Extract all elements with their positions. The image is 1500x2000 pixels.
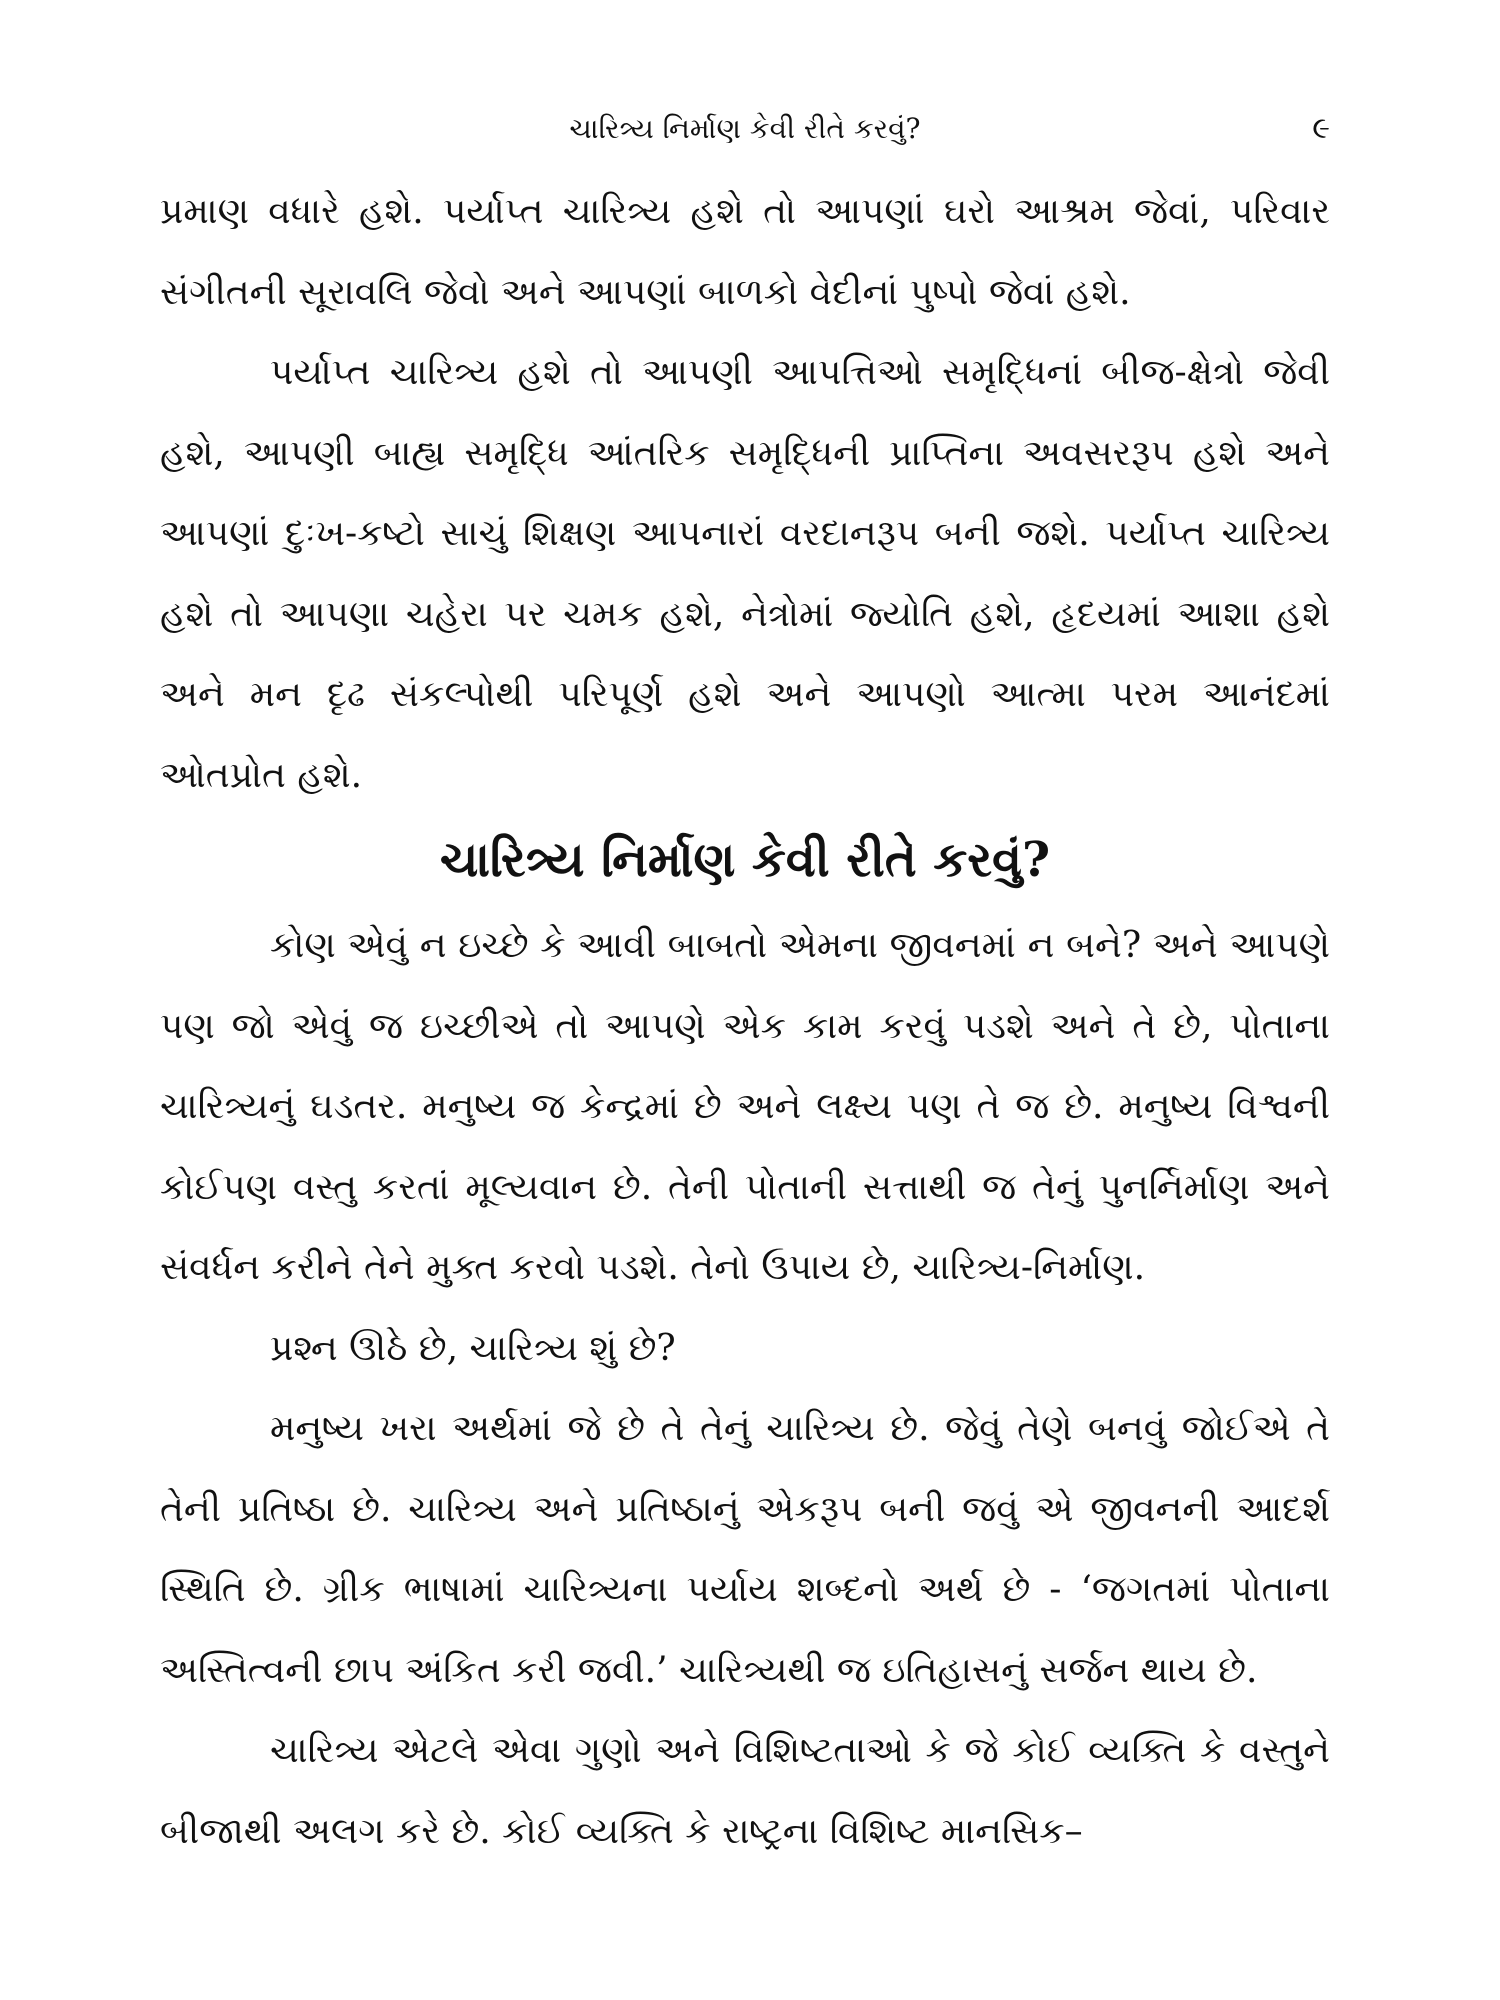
paragraph-character-building: કોણ એવું ન ઇચ્છે કે આવી બાબતો એમના જીવનમાં ન બને? અને આપણે પણ જો એવું જ ઇચ્છીએ તો આપણે એક કામ કરવું પડશે અને તે છે, પોતાના ચારિત્ર્યનું ઘડતર. મનુષ્ય જ કેન્દ્રમાં છે અને લક્ષ્ય પણ તે જ છે. મનુષ્ય વિશ્વની કોઈપણ વસ્તુ કરતાં મૂલ્યવાન છે. તેની પોતાની સત્તાથી જ તેનું પુનર્નિર્માણ અને સંવર્ધન કરીને તેને મુક્ત કરવો પડશે. તેનો ઉપાય છે, ચારિત્ર્ય-નિર્માણ. xyxy=(160,925,1330,1288)
running-header xyxy=(160,106,1330,152)
paragraph-definition: મનુષ્ય ખરા અર્થમાં જે છે તે તેનું ચારિત્ર્ય છે. જેવું તેણે બનવું જોઈએ તે તેની પ્રતિષ્ઠા છે. ચારિત્ર્ય અને પ્રતિષ્ઠાનું એકરૂપ બની જવું એ જીવનની આદર્શ સ્થિતિ છે. ગ્રીક ભાષામાં ચારિત્ર્યના પર્યાય શબ્દનો અર્થ છે - ‘જગતમાં પોતાના અસ્તિત્વની છાપ અંકિત કરી જવી.’ ચારિત્ર્યથી જ ઇતિહાસનું સર્જન થાય છે. xyxy=(160,1408,1330,1691)
paragraph-qualities: ચારિત્ર્ય એટલે એવા ગુણો અને વિશિષ્ટતાઓ કે જે કોઈ વ્યક્તિ કે વસ્તુને બીજાથી અલગ કરે છે. કોઈ વ્યક્તિ કે રાષ્ટ્રના વિશિષ્ટ માનસિક– xyxy=(160,1730,1330,1852)
page-number: ૯ xyxy=(1312,111,1330,146)
body-text xyxy=(160,172,1330,1872)
paragraph-question: પ્રશ્ન ઊઠે છે, ચારિત્ર્ય શું છે? xyxy=(270,1327,676,1369)
paragraph-continuation: પ્રમાણ વધારે હશે. પર્યાપ્ત ચારિત્ર્ય હશે તો આપણાં ઘરો આશ્રમ જેવાં, પરિવાર સંગીતની સૂરાવલિ જેવો અને આપણાં બાળકો વેદીનાં પુષ્પો જેવાં હશે. xyxy=(160,191,1330,313)
paragraph-adequate-character: પર્યાપ્ત ચારિત્ર્ય હશે તો આપણી આપત્તિઓ સમૃદ્ધિનાં બીજ-ક્ષેત્રો જેવી હશે, આપણી બાહ્ય સમૃદ્ધિ આંતરિક સમૃદ્ધિની પ્રાપ્તિના અવસરરૂપ હશે અને આપણાં દુઃખ-કષ્ટો સાચું શિક્ષણ આપનારાં વરદાનરૂપ બની જશે. પર્યાપ્ત ચારિત્ર્ય હશે તો આપણા ચહેરા પર ચમક હશે, નેત્રોમાં જ્યોતિ હશે, હૃદયમાં આશા હશે અને મન દૃઢ સંકલ્પોથી પરિપૂર્ણ હશે અને આપણો આત્મા પરમ આનંદમાં ઓતપ્રોત હશે. xyxy=(160,352,1330,796)
section-heading: ચારિત્ર્ય નિર્માણ કેવી રીતે કરવું? xyxy=(439,832,1051,888)
running-title: ચારિત્ર્ય નિર્માણ કેવી રીતે કરવું? xyxy=(569,112,921,145)
